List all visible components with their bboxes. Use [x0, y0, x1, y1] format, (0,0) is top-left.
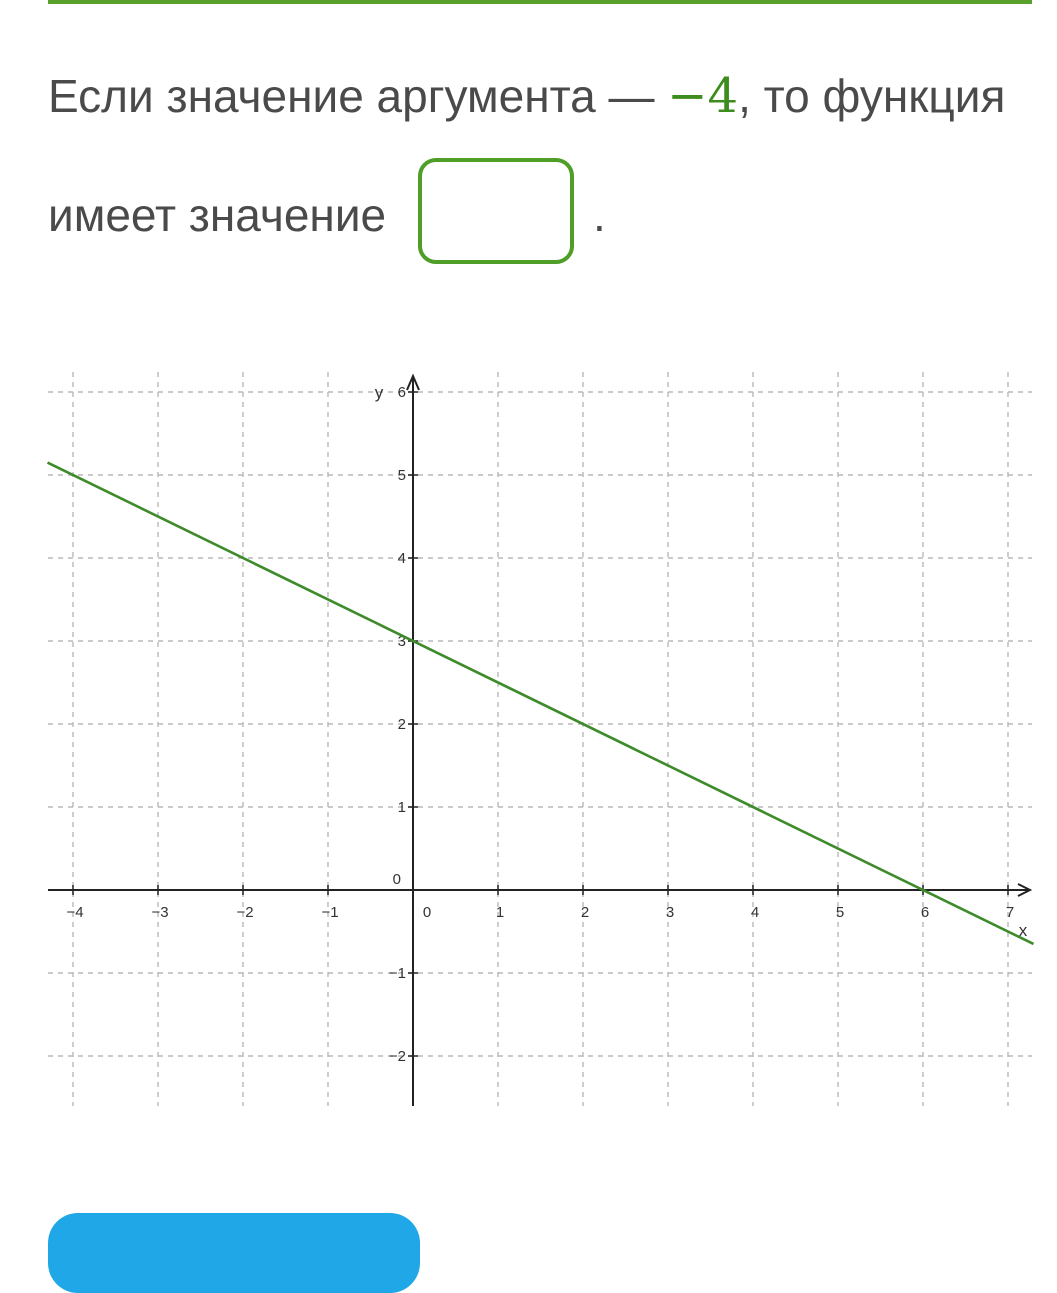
x-tick-label: −2 [236, 904, 254, 921]
x-tick-label: 2 [580, 904, 590, 921]
x-tick-label: 5 [835, 904, 845, 921]
y-tick-label: 4 [397, 550, 406, 567]
y-tick-label: 6 [397, 384, 406, 401]
y-tick-label: 1 [397, 799, 406, 816]
x-tick-label: −3 [151, 904, 169, 921]
function-line [48, 463, 1034, 944]
x-tick-label: −1 [321, 904, 339, 921]
x-tick-label: 6 [920, 904, 930, 921]
x-tick-label: 1 [495, 904, 505, 921]
x-tick-label: 7 [1005, 904, 1015, 921]
y-tick-label: 5 [397, 467, 406, 484]
submit-button[interactable] [48, 1213, 420, 1293]
y-tick-label: 3 [397, 633, 406, 650]
top-divider [48, 0, 1032, 4]
question-text-part-2: , то функция [738, 70, 1006, 122]
function-graph [0, 360, 1057, 1120]
question-text-part-1: Если значение аргумента — [48, 70, 668, 122]
y-tick-label: 0 [392, 871, 401, 888]
x-axis-label: x [1018, 921, 1028, 940]
y-tick-label: −2 [388, 1048, 406, 1065]
y-axis-label: y [374, 383, 384, 402]
x-tick-label: 4 [750, 904, 760, 921]
x-tick-label: 0 [422, 904, 432, 921]
question-period: . [593, 189, 606, 241]
x-tick-label: 3 [665, 904, 675, 921]
y-tick-label: 2 [397, 716, 406, 733]
y-tick-label: −1 [388, 965, 406, 982]
question-line-2 [48, 187, 386, 243]
argument-value: −4 [667, 68, 739, 124]
answer-input[interactable] [418, 158, 574, 264]
question-text-part-3: имеет значение [48, 189, 387, 241]
x-tick-label: −4 [66, 904, 84, 921]
question-line-1 [48, 68, 1005, 124]
